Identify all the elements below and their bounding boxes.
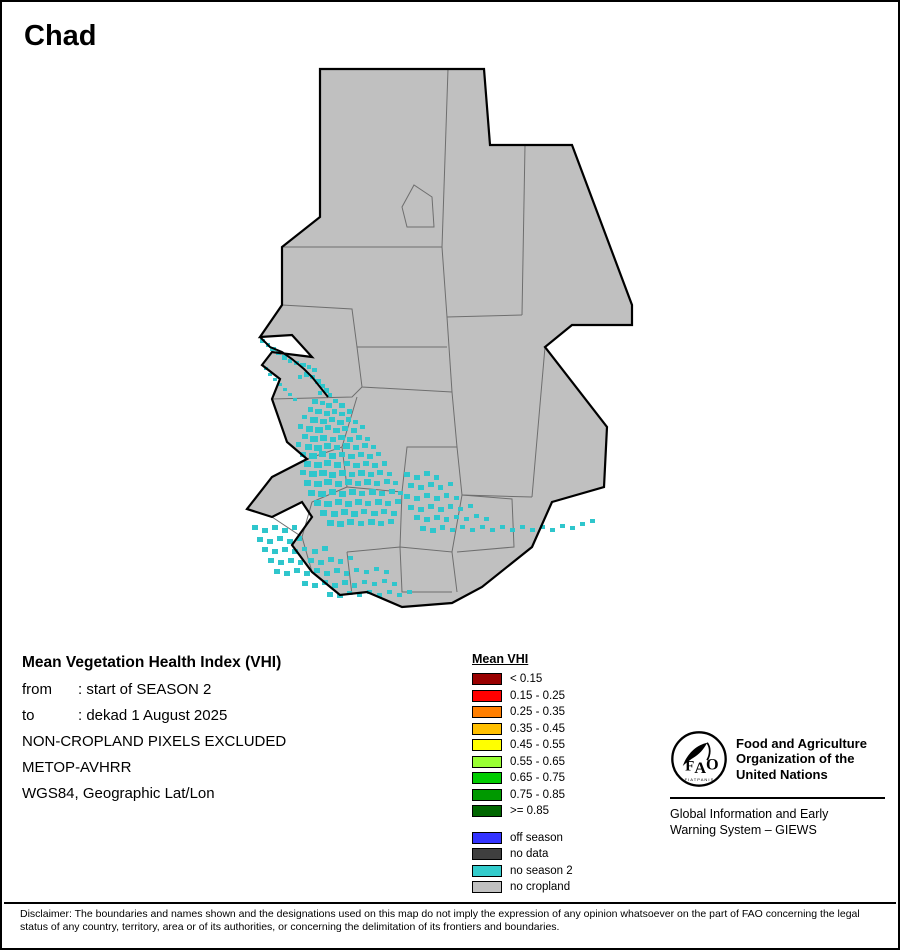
svg-text:F: F bbox=[685, 758, 695, 775]
legend-label: < 0.15 bbox=[510, 673, 543, 686]
legend-swatch bbox=[472, 832, 502, 844]
legend-label: no cropland bbox=[510, 881, 571, 894]
legend-item-special bbox=[472, 879, 652, 896]
fao-org-line-2: Organization of the bbox=[736, 751, 855, 767]
disclaimer-text: Disclaimer: The boundaries and names shown and the designations used on this map do not imply the expression of any opinion whatsoever on the part of FAO concerning the legal status of any country, territory, area or of its authorities, or concerning the delimitation of its frontiers and boundaries. bbox=[20, 908, 860, 933]
info-to-value: : dekad 1 August 2025 bbox=[78, 707, 228, 724]
fao-org-line-1: Food and Agriculture bbox=[736, 735, 867, 751]
legend-label: 0.55 - 0.65 bbox=[510, 755, 565, 768]
fao-header bbox=[670, 730, 885, 788]
legend-item bbox=[472, 754, 652, 771]
legend-swatch bbox=[472, 723, 502, 735]
info-to-row bbox=[22, 707, 452, 724]
info-sensor: METOP-AVHRR bbox=[22, 759, 132, 776]
map-canvas bbox=[152, 47, 772, 632]
legend-label: 0.75 - 0.85 bbox=[510, 788, 565, 801]
info-pixels-note: NON-CROPLAND PIXELS EXCLUDED bbox=[22, 733, 287, 750]
legend-item bbox=[472, 803, 652, 820]
svg-text:A: A bbox=[694, 758, 707, 777]
legend-title: Mean VHI bbox=[472, 652, 529, 666]
legend-swatch bbox=[472, 739, 502, 751]
legend-label: 0.35 - 0.45 bbox=[510, 722, 565, 735]
info-to-label: to bbox=[22, 707, 35, 724]
fao-divider bbox=[670, 797, 885, 799]
legend-item bbox=[472, 704, 652, 721]
legend-item bbox=[472, 737, 652, 754]
giews-name bbox=[670, 806, 885, 838]
fao-branding bbox=[670, 730, 885, 838]
legend-item-special bbox=[472, 863, 652, 880]
legend-swatch bbox=[472, 881, 502, 893]
chad-map-svg bbox=[152, 47, 772, 632]
fao-org-line-3: United Nations bbox=[736, 766, 828, 782]
legend-swatch bbox=[472, 789, 502, 801]
info-from-row bbox=[22, 681, 452, 698]
info-from-label: from bbox=[22, 681, 52, 698]
page-title: Chad bbox=[24, 20, 97, 52]
legend-swatch bbox=[472, 772, 502, 784]
legend-swatch bbox=[472, 690, 502, 702]
legend-swatch bbox=[472, 805, 502, 817]
info-from-value: : start of SEASON 2 bbox=[78, 681, 212, 698]
legend bbox=[472, 652, 652, 896]
legend-item bbox=[472, 671, 652, 688]
fao-logo-icon bbox=[670, 730, 728, 788]
legend-item-special bbox=[472, 846, 652, 863]
legend-item bbox=[472, 787, 652, 804]
fao-organization-name bbox=[736, 736, 867, 783]
legend-item bbox=[472, 770, 652, 787]
giews-line-1: Global Information and Early bbox=[670, 807, 829, 821]
legend-label: 0.25 - 0.35 bbox=[510, 706, 565, 719]
disclaimer-divider bbox=[4, 902, 896, 904]
legend-item bbox=[472, 721, 652, 738]
legend-spacer bbox=[472, 820, 652, 830]
legend-swatch bbox=[472, 673, 502, 685]
legend-swatch bbox=[472, 756, 502, 768]
legend-label: 0.45 - 0.55 bbox=[510, 739, 565, 752]
legend-label: 0.65 - 0.75 bbox=[510, 772, 565, 785]
giews-line-2: Warning System – GIEWS bbox=[670, 823, 817, 837]
legend-label: >= 0.85 bbox=[510, 805, 550, 818]
svg-text:O: O bbox=[705, 755, 719, 774]
legend-swatch bbox=[472, 865, 502, 877]
legend-label: off season bbox=[510, 831, 563, 844]
legend-label: no season 2 bbox=[510, 864, 573, 877]
map-info-block bbox=[22, 654, 452, 811]
legend-label: 0.15 - 0.25 bbox=[510, 689, 565, 702]
legend-item bbox=[472, 688, 652, 705]
legend-swatch bbox=[472, 848, 502, 860]
legend-item-special bbox=[472, 830, 652, 847]
info-projection: WGS84, Geographic Lat/Lon bbox=[22, 785, 215, 802]
legend-label: no data bbox=[510, 848, 549, 861]
legend-swatch bbox=[472, 706, 502, 718]
svg-text:F I A T P A N I S: F I A T P A N I S bbox=[684, 777, 714, 783]
info-heading: Mean Vegetation Health Index (VHI) bbox=[22, 654, 282, 671]
